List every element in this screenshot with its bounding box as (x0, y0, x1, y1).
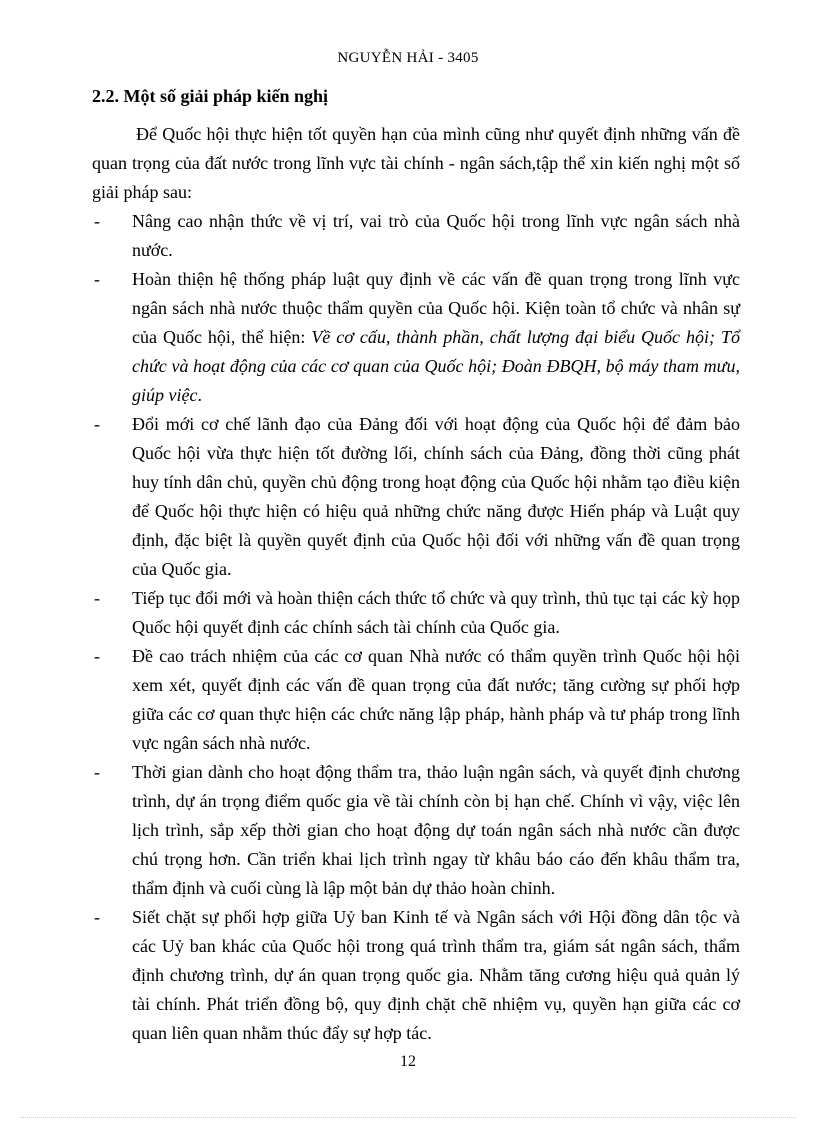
list-item-text-italic: Về cơ cấu, thành phần, chất lượng đại biểu Quốc hội; Tổ chức và hoạt động của các cơ quan của Quốc hội; Đoàn ĐBQH, bộ máy tham mưu, giúp việc (132, 327, 740, 405)
bullet-dash: - (94, 211, 100, 231)
list-item-text: Siết chặt sự phối hợp giữa Uỷ ban Kinh tế và Ngân sách với Hội đồng dân tộc và các Uỷ ban khác của Quốc hội trong quá trình thẩm tra, giám sát ngân sách, thẩm định chương trình, dự án quan trọng quốc gia. Nhằm tăng cương hiệu quả quản lý tài chính. Phát triển đồng bộ, quy định chặt chẽ nhiệm vụ, quyền hạn giữa các cơ quan liên quan nhằm thúc đẩy sự hợp tác. (132, 907, 740, 1043)
list-item-text: Đổi mới cơ chế lãnh đạo của Đảng đối với hoạt động của Quốc hội để đảm bảo Quốc hội vừa thực hiện tốt đường lối, chính sách của Đảng, đồng thời cũng phát huy tính dân chủ, quyền chủ động trong hoạt động của Quốc hội nhằm tạo điều kiện để Quốc hội thực hiện có hiệu quả những chức năng được Hiến pháp và Luật quy định, đặc biệt là quyền quyết định của Quốc hội đối với những vấn đề quan trọng của Quốc gia. (132, 414, 740, 579)
list-item-text: Đề cao trách nhiệm của các cơ quan Nhà nước có thẩm quyền trình Quốc hội hội xem xét, quyết định các vấn đề quan trọng của đất nước; tăng cường sự phối hợp giữa các cơ quan thực hiện các chức năng lập pháp, hành pháp và tư pháp trong lĩnh vực ngân sách nhà nước. (132, 646, 740, 753)
list-item (92, 903, 740, 1048)
page-number: 12 (400, 1053, 416, 1070)
list-item-text-plain: Hoàn thiện hệ thống pháp luật quy định về các vấn đề quan trọng trong lĩnh vực ngân sách nhà nước thuộc thẩm quyền của Quốc hội. Kiện toàn tổ chức và nhân sự của Quốc hội, thể hiện: (132, 269, 740, 347)
intro-paragraph: Để Quốc hội thực hiện tốt quyền hạn của mình cũng như quyết định những vấn đề quan trọng của đất nước trong lĩnh vực tài chính - ngân sách,tập thể xin kiến nghị một số giải pháp sau: (92, 124, 740, 202)
list-item (92, 207, 740, 265)
bullet-dash: - (94, 588, 100, 608)
list-item (92, 758, 740, 903)
bullet-dash: - (94, 414, 100, 434)
section-title: 2.2. Một số giải pháp kiến nghị (92, 86, 329, 106)
footer-divider (20, 1117, 796, 1118)
list-item (92, 265, 740, 410)
bullet-dash: - (94, 762, 100, 782)
list-item-text-tail: . (197, 385, 202, 405)
list-item (92, 642, 740, 758)
running-header: NGUYỄN HẢI - 3405 (337, 50, 479, 66)
list-item (92, 410, 740, 584)
list-item-text (132, 265, 740, 410)
list-item-text: Thời gian dành cho hoạt động thẩm tra, thảo luận ngân sách, và quyết định chương trình, dự án trọng điểm quốc gia về tài chính còn bị hạn chế. Chính vì vậy, việc lên lịch trình, sắp xếp thời gian cho hoạt động dự toán ngân sách nhà nước cần được chú trọng hơn. Cần triển khai lịch trình ngay từ khâu báo cáo đến khâu thẩm tra, thẩm định và cuối cùng là lập một bản dự thảo hoàn chỉnh. (132, 762, 740, 898)
list-item-text: Nâng cao nhận thức về vị trí, vai trò của Quốc hội trong lĩnh vực ngân sách nhà nước. (132, 211, 740, 260)
list-item-text: Tiếp tục đổi mới và hoàn thiện cách thức tổ chức và quy trình, thủ tục tại các kỳ họp Quốc hội quyết định các chính sách tài chính của Quốc gia. (132, 588, 740, 637)
list-item (92, 584, 740, 642)
recommendation-list (92, 207, 740, 1048)
document-body (92, 120, 740, 1048)
bullet-dash: - (94, 646, 100, 666)
bullet-dash: - (94, 907, 100, 927)
bullet-dash: - (94, 269, 100, 289)
